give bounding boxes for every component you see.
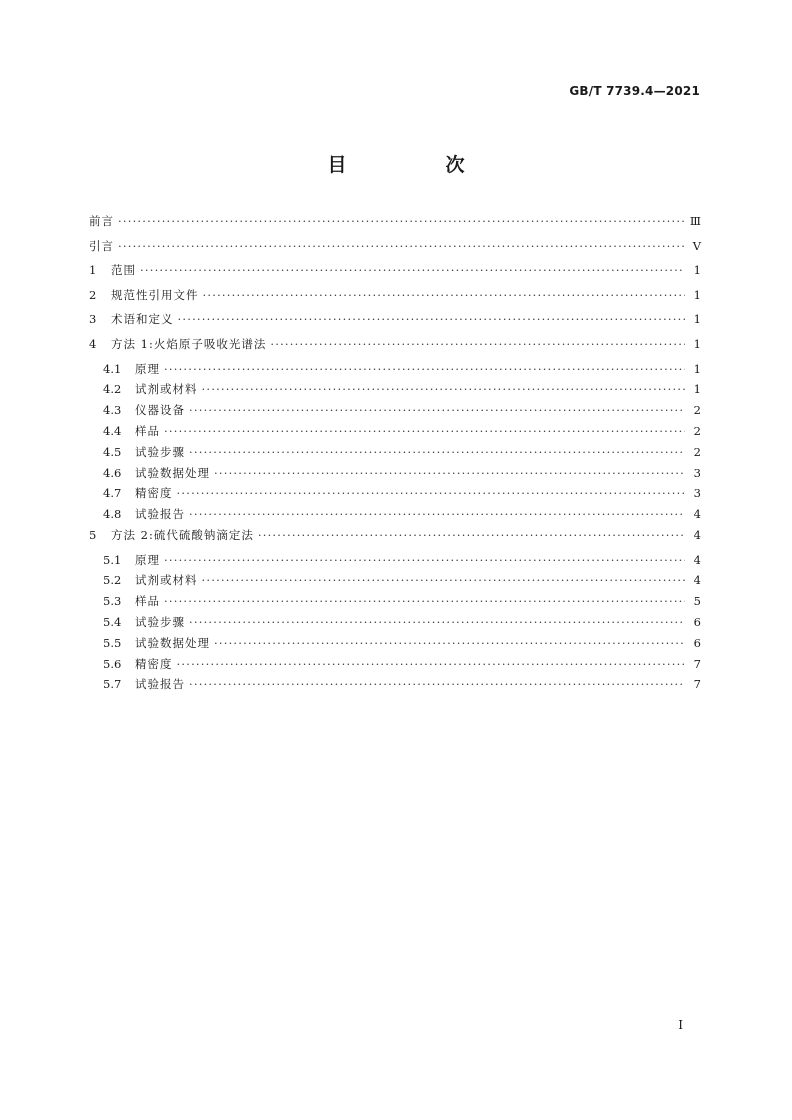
toc-entry[interactable] — [89, 615, 701, 636]
toc-entry-number: 5.1 — [103, 552, 122, 567]
toc-entry-number: 4.2 — [103, 382, 122, 397]
toc-entry-page: 1 — [693, 361, 701, 376]
toc-entry-title: 试剂或材料 — [135, 573, 198, 588]
toc-dot-leader — [203, 288, 686, 302]
toc-entry-title: 精密度 — [135, 656, 173, 671]
toc-entry-title: 原理 — [135, 552, 160, 567]
toc-entry-title: 试验报告 — [135, 507, 185, 522]
toc-entry-number: 2 — [89, 287, 97, 302]
toc-entry-page: 6 — [693, 614, 701, 629]
toc-entry-page: 4 — [693, 507, 701, 522]
toc-entry[interactable] — [89, 486, 701, 507]
toc-entry-page: 1 — [693, 336, 701, 351]
toc-entry-number: 4.7 — [103, 486, 122, 501]
toc-entry[interactable] — [89, 337, 701, 362]
toc-entry[interactable] — [89, 382, 701, 403]
toc-entry-title: 仪器设备 — [135, 403, 185, 418]
page-title: 目 次 — [327, 154, 505, 176]
toc-dot-leader — [177, 486, 686, 500]
toc-dot-leader — [164, 553, 685, 567]
toc-entry[interactable] — [89, 445, 701, 466]
toc-entry-number: 5.4 — [103, 614, 122, 629]
toc-dot-leader — [140, 263, 685, 277]
toc-dot-leader — [270, 337, 685, 351]
toc-entry-number: 5.6 — [103, 656, 122, 671]
toc-entry[interactable] — [89, 312, 701, 337]
toc-entry-number: 5.5 — [103, 635, 122, 650]
toc-entry[interactable] — [89, 636, 701, 657]
toc-entry-number: 4 — [89, 336, 97, 351]
toc-entry[interactable] — [89, 677, 701, 698]
page-number: Ⅰ — [678, 1018, 683, 1032]
toc-entry-page: 6 — [693, 635, 701, 650]
toc-entry[interactable] — [89, 424, 701, 445]
toc-dot-leader — [189, 445, 685, 459]
toc-dot-leader — [214, 636, 685, 650]
toc-entry-title: 前言 — [89, 214, 114, 228]
toc-entry-page: 1 — [693, 382, 701, 397]
toc-entry-page: 5 — [693, 594, 701, 609]
toc-entry-title: 试验步骤 — [135, 444, 185, 459]
toc-entry-number: 4.4 — [103, 423, 122, 438]
toc-entry-title: 试验数据处理 — [135, 635, 210, 650]
toc-entry-number: 5.2 — [103, 573, 122, 588]
toc-entry-number: 4.5 — [103, 444, 122, 459]
toc-entry-number: 4.8 — [103, 507, 122, 522]
table-of-contents — [89, 214, 701, 698]
toc-entry-page: 4 — [693, 573, 701, 588]
toc-dot-leader — [258, 528, 685, 542]
toc-entry-title: 样品 — [135, 423, 160, 438]
toc-entry-title: 方法 1:火焰原子吸收光谱法 — [111, 336, 267, 351]
toc-entry-number: 4.3 — [103, 403, 122, 418]
toc-entry[interactable] — [89, 214, 701, 239]
toc-dot-leader — [202, 573, 686, 587]
toc-entry-page: 1 — [693, 312, 701, 327]
toc-entry-number: 5 — [89, 527, 97, 542]
toc-entry[interactable] — [89, 657, 701, 678]
toc-entry-title: 试剂或材料 — [135, 382, 198, 397]
toc-dot-leader — [118, 239, 685, 253]
toc-entry-title: 样品 — [135, 594, 160, 609]
toc-dot-leader — [118, 214, 684, 228]
toc-entry-page: 7 — [693, 656, 701, 671]
toc-dot-leader — [178, 312, 686, 326]
toc-dot-leader — [189, 677, 685, 691]
toc-entry-title: 试验数据处理 — [135, 465, 210, 480]
toc-entry-title: 引言 — [89, 238, 114, 253]
toc-entry-page: 7 — [693, 677, 701, 692]
toc-dot-leader — [189, 615, 685, 629]
toc-entry-page: 1 — [693, 263, 701, 278]
toc-entry[interactable] — [89, 553, 701, 574]
toc-entry-page: Ⅴ — [692, 238, 701, 253]
toc-dot-leader — [177, 657, 686, 671]
toc-entry-page: 3 — [693, 486, 701, 501]
toc-entry-page: 2 — [693, 403, 701, 418]
toc-entry-page: 1 — [693, 287, 701, 302]
toc-dot-leader — [189, 507, 685, 521]
toc-entry-page: 3 — [693, 465, 701, 480]
toc-entry-number: 5.3 — [103, 594, 122, 609]
toc-entry-title: 精密度 — [135, 486, 173, 501]
toc-entry-number: 4.6 — [103, 465, 122, 480]
toc-entry[interactable] — [89, 594, 701, 615]
toc-entry[interactable] — [89, 528, 701, 553]
toc-entry[interactable] — [89, 263, 701, 288]
toc-entry-title: 方法 2:硫代硫酸钠滴定法 — [111, 527, 254, 542]
toc-entry-number: 1 — [89, 263, 97, 278]
toc-entry[interactable] — [89, 403, 701, 424]
toc-dot-leader — [214, 466, 685, 480]
standard-code: GB/T 7739.4—2021 — [569, 84, 700, 98]
toc-entry-page: 4 — [693, 527, 701, 542]
toc-dot-leader — [164, 424, 685, 438]
toc-entry[interactable] — [89, 362, 701, 383]
toc-entry-title: 范围 — [111, 263, 136, 278]
toc-dot-leader — [164, 362, 685, 376]
toc-entry-number: 4.1 — [103, 361, 122, 376]
toc-entry-page: 2 — [693, 444, 701, 459]
toc-entry-page: 2 — [693, 423, 701, 438]
toc-entry-title: 试验报告 — [135, 677, 185, 692]
toc-entry[interactable] — [89, 239, 701, 264]
toc-entry-page: Ⅲ — [689, 214, 701, 228]
toc-dot-leader — [164, 594, 685, 608]
toc-entry[interactable] — [89, 288, 701, 313]
toc-entry[interactable] — [89, 507, 701, 528]
toc-dot-leader — [202, 382, 686, 396]
toc-entry-title: 原理 — [135, 361, 160, 376]
toc-entry-number: 3 — [89, 312, 97, 327]
toc-entry-page: 4 — [693, 552, 701, 567]
toc-entry-number: 5.7 — [103, 677, 122, 692]
toc-entry[interactable] — [89, 573, 701, 594]
toc-entry[interactable] — [89, 466, 701, 487]
toc-entry-title: 规范性引用文件 — [111, 287, 199, 302]
toc-dot-leader — [189, 403, 685, 417]
toc-entry-title: 术语和定义 — [111, 312, 174, 327]
toc-entry-title: 试验步骤 — [135, 614, 185, 629]
